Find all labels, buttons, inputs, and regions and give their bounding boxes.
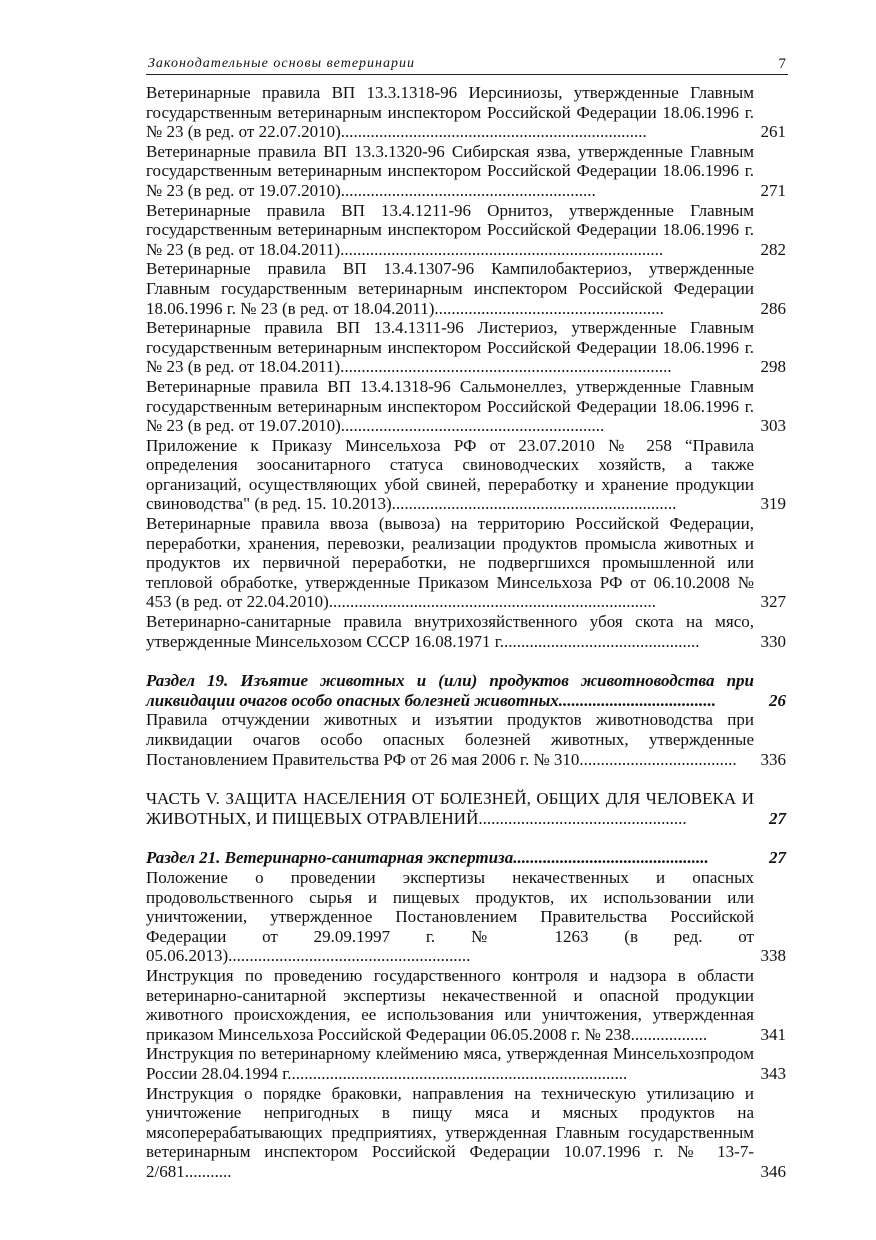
running-header (146, 52, 788, 75)
toc-entry-text: Инструкция по ветеринарному клеймению мяса, утвержденная Минсельхозпродом России 28.04.1994 г................................................................................ (146, 1044, 754, 1083)
toc-section-heading (146, 671, 788, 710)
toc-section-text: Раздел 19. Изъятие животных и (или) продуктов животноводства при ликвидации очагов особо опасных болезней животных..................................... (146, 671, 754, 710)
toc-entry-text: Ветеринарные правила ВП 13.4.1211-96 Орнитоз, утвержденные Главным государственным ветеринарным инспектором Российской Федерации 18.06.1996 г. № 23 (в ред. от 18.04.2011)............................................................................ (146, 200, 754, 259)
toc-entry-text: Инструкция о порядке браковки, направления на техническую утилизацию и уничтожение непригодных в пищу мяса и мясных продуктов на мясоперерабатывающих предприятиях, утвержденная Главным государственным ветеринарным инспектором Российской Федерации 10.07.1996 г. № 13-7-2/681........... (146, 1083, 754, 1181)
toc-entry (146, 966, 788, 1044)
toc-entry-text: Ветеринарные правила ВП 13.4.1311-96 Листериоз, утвержденные Главным государственным ветеринарным инспектором Российской Федерации 18.06.1996 г. № 23 (в ред. от 18.04.2011).............................................................................. (146, 318, 754, 377)
toc-entry-page: 319 (760, 494, 786, 514)
toc-entry-text: Правила отчуждении животных и изъятии продуктов животноводства при ликвидации очагов особо опасных болезней животных, утвержденные Постановлением Правительства РФ от 26 мая 2006 г. № 310..................................... (146, 710, 754, 769)
toc-entry-text: Инструкция по проведению государственного контроля и надзора в области ветеринарно-санитарной экспертизы некачественной и опасной продукции животного происхождения, ее использования или уничтожения, утвержденная приказом Минсельхоза Российской Федерации 06.05.2008 г. № 238.................. (146, 965, 754, 1044)
toc-entry-page: 261 (760, 122, 786, 142)
toc-entry (146, 612, 788, 651)
toc-entry (146, 377, 788, 436)
toc-entry (146, 201, 788, 260)
toc-section-page: 26 (769, 690, 786, 710)
running-title: Законодательные основы ветеринарии (148, 56, 415, 71)
toc-part-heading (146, 789, 788, 828)
toc-entry (146, 318, 788, 377)
toc-part-text: ЧАСТЬ V. ЗАЩИТА НАСЕЛЕНИЯ ОТ БОЛЕЗНЕЙ, ОБЩИХ ДЛЯ ЧЕЛОВЕКА И ЖИВОТНЫХ, И ПИЩЕВЫХ ОТРАВЛЕНИЙ................................................. (146, 789, 754, 828)
toc-page (146, 52, 788, 1181)
toc-entries (146, 83, 788, 1181)
toc-section-text: Раздел 21. Ветеринарно-санитарная экспертиза.............................................. (146, 848, 709, 868)
toc-entry (146, 83, 788, 142)
toc-entry-text: Ветеринарные правила ВП 13.4.1318-96 Сальмонеллез, утвержденные Главным государственным ветеринарным инспектором Российской Федерации 18.06.1996 г. № 23 (в ред. от 19.07.2010).............................................................. (146, 376, 754, 436)
toc-entry-text: Ветеринарные правила ВП 13.3.1320-96 Сибирская язва, утвержденные Главным государственным ветеринарным инспектором Российской Федерации 18.06.1996 г. № 23 (в ред. от 19.07.2010)............................................................ (146, 141, 754, 200)
toc-part-page: 27 (769, 808, 786, 828)
toc-entry-page: 282 (760, 239, 786, 259)
toc-entry-text: Ветеринарно-санитарные правила внутрихозяйственного убоя скота на мясо, утвержденные Минсельхозом СССР 16.08.1971 г............................................... (146, 612, 754, 651)
toc-entry (146, 710, 788, 769)
toc-entry-page: 327 (760, 592, 786, 612)
toc-entry (146, 142, 788, 201)
toc-entry-text: Положение о проведении экспертизы некачественных и опасных продовольственного сырья и пищевых продуктов, их использовании или уничтожении, утвержденное Постановлением Правительства Российской Федерации от 29.09.1997 г. № 1263 (в ред. от 05.06.2013)......................................................... (146, 867, 754, 966)
toc-entry (146, 514, 788, 612)
toc-entry-text: Ветеринарные правила ВП 13.4.1307-96 Кампилобактериоз, утвержденные Главным государственным ветеринарным инспектором Российской Федерации 18.06.1996 г. № 23 (в ред. от 18.04.2011)...................................................... (146, 259, 754, 318)
toc-entry-page: 336 (760, 749, 786, 769)
toc-entry-text: Приложение к Приказу Минсельхоза РФ от 23.07.2010 № 258 “Правила определения зоосанитарного статуса свиноводческих хозяйств, а также организаций, осуществляющих убой свиней, переработку и хранение продукции свиноводства" (в ред. 15. 10.2013)................................................................... (146, 435, 754, 514)
toc-entry-page: 298 (760, 357, 786, 377)
toc-entry-page: 330 (760, 631, 786, 651)
toc-entry-text: Ветеринарные правила ВП 13.3.1318-96 Иерсиниозы, утвержденные Главным государственным ветеринарным инспектором Российской Федерации 18.06.1996 г. № 23 (в ред. от 22.07.2010)........................................................................ (146, 83, 754, 142)
toc-entry-page: 338 (760, 946, 786, 966)
toc-entry-text: Ветеринарные правила ввоза (вывоза) на территорию Российской Федерации, переработки, хранения, перевозки, реализации продуктов промысла животных и продуктов их первичной переработки, не подвергшихся промышленной или тепловой обработке, утвержденные Приказом Минсельхоза РФ от 06.10.2008 № 453 (в ред. от 22.04.2010)............................................................................. (146, 514, 754, 612)
toc-entry-page: 346 (760, 1161, 786, 1181)
toc-entry-page: 286 (760, 298, 786, 318)
toc-entry (146, 1084, 788, 1182)
toc-section-heading (146, 848, 788, 868)
toc-entry-page: 341 (760, 1024, 786, 1044)
toc-entry-page: 303 (760, 416, 786, 436)
toc-entry (146, 1044, 788, 1083)
toc-entry (146, 436, 788, 514)
toc-entry-page: 271 (760, 180, 786, 200)
toc-entry-page: 343 (760, 1063, 786, 1083)
toc-section-page: 27 (769, 848, 786, 868)
page-number: 7 (778, 56, 786, 72)
toc-entry (146, 259, 788, 318)
toc-entry (146, 868, 788, 966)
